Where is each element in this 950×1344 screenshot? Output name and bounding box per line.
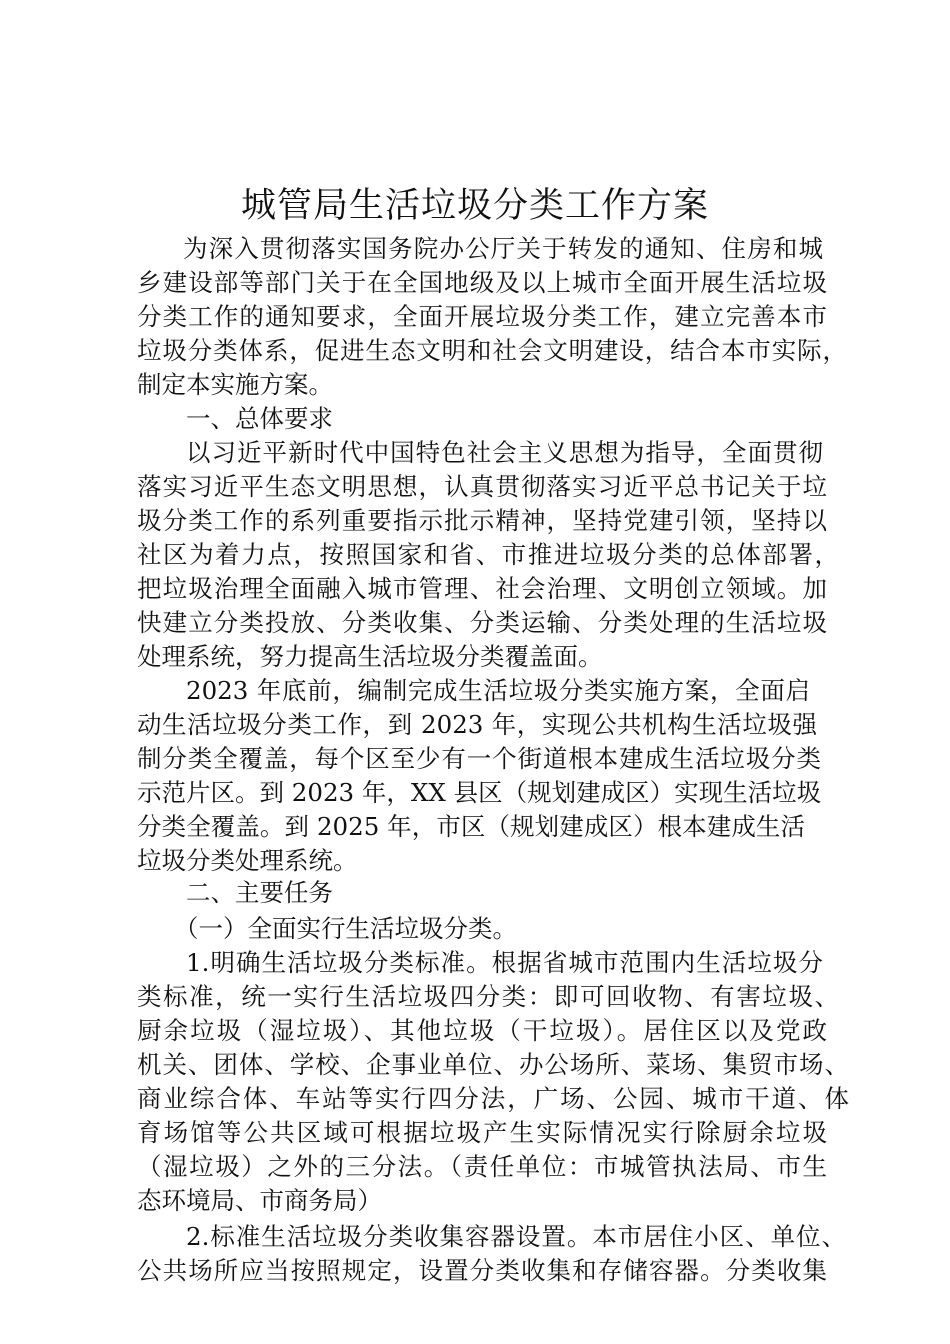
paragraph-line: 1.明确生活垃圾分类标准。根据省城市范围内生活垃圾分 [186, 948, 823, 977]
paragraph-line: 机关、团体、学校、企事业单位、办公场所、菜场、集贸市场、 [137, 1050, 849, 1079]
paragraph-line: 公共场所应当按照规定，设置分类收集和存储容器。分类收集 [137, 1256, 827, 1285]
paragraph-line: 分类全覆盖。到 2025 年，市区（规划建成区）根本建成生活 [137, 812, 805, 841]
section-heading: 一、总体要求 [186, 404, 333, 433]
paragraph-line: 处理系统，努力提高生活垃圾分类覆盖面。 [137, 642, 603, 671]
paragraph-line: 为深入贯彻落实国务院办公厅关于转发的通知、住房和城 [183, 234, 823, 263]
subsection-heading: （一）全面实行生活垃圾分类。 [174, 914, 517, 943]
paragraph-line: 分类工作的通知要求，全面开展垃圾分类工作，建立完善本市 [137, 302, 827, 331]
paragraph-line: 以习近平新时代中国特色社会主义思想为指导，全面贯彻 [186, 438, 823, 467]
paragraph-line: 示范片区。到 2023 年，XX 县区（规划建成区）实现生活垃圾 [137, 778, 822, 807]
paragraph-line: 社区为着力点，按照国家和省、市推进垃圾分类的总体部署， [137, 540, 839, 569]
paragraph-line: 态环境局、市商务局） [137, 1186, 382, 1215]
paragraph-line: 2.标准生活垃圾分类收集容器设置。本市居住小区、单位、 [186, 1222, 846, 1251]
paragraph-line: 快建立分类投放、分类收集、分类运输、分类处理的生活垃圾 [137, 608, 827, 637]
paragraph-line: 垃圾分类处理系统。 [137, 846, 358, 875]
paragraph-line: 垃圾分类体系，促进生态文明和社会文明建设，结合本市实际， [137, 336, 847, 365]
paragraph-line: 育场馆等公共区域可根据垃圾产生实际情况实行除厨余垃圾 [137, 1118, 827, 1147]
paragraph-line: 把垃圾治理全面融入城市管理、社会治理、文明创立领域。加 [137, 574, 827, 603]
paragraph-line: 制定本实施方案。 [137, 370, 333, 399]
paragraph-line: 2023 年底前，编制完成生活垃圾分类实施方案，全面启 [186, 676, 810, 705]
paragraph-line: 制分类全覆盖，每个区至少有一个街道根本建成生活垃圾分类 [137, 744, 821, 773]
paragraph-line: 商业综合体、车站等实行四分法，广场、公园、城市干道、体 [137, 1084, 849, 1113]
paragraph-line: 厨余垃圾（湿垃圾）、其他垃圾（干垃圾）。居住区以及党政 [137, 1016, 827, 1045]
paragraph-line: 圾分类工作的系列重要指示批示精神，坚持党建引领，坚持以 [137, 506, 827, 535]
paragraph-line: 落实习近平生态文明思想，认真贯彻落实习近平总书记关于垃 [137, 472, 827, 501]
document-title: 城管局生活垃圾分类工作方案 [240, 186, 709, 226]
section-heading: 二、主要任务 [186, 878, 333, 907]
paragraph-line: （湿垃圾）之外的三分法。（责任单位：市城管执法局、市生 [137, 1152, 827, 1181]
paragraph-line: 乡建设部等部门关于在全国地级及以上城市全面开展生活垃圾 [137, 268, 827, 297]
paragraph-line: 动生活垃圾分类工作，到 2023 年，实现公共机构生活垃圾强 [137, 710, 817, 739]
paragraph-line: 类标准，统一实行生活垃圾四分类：即可回收物、有害垃圾、 [137, 982, 839, 1011]
